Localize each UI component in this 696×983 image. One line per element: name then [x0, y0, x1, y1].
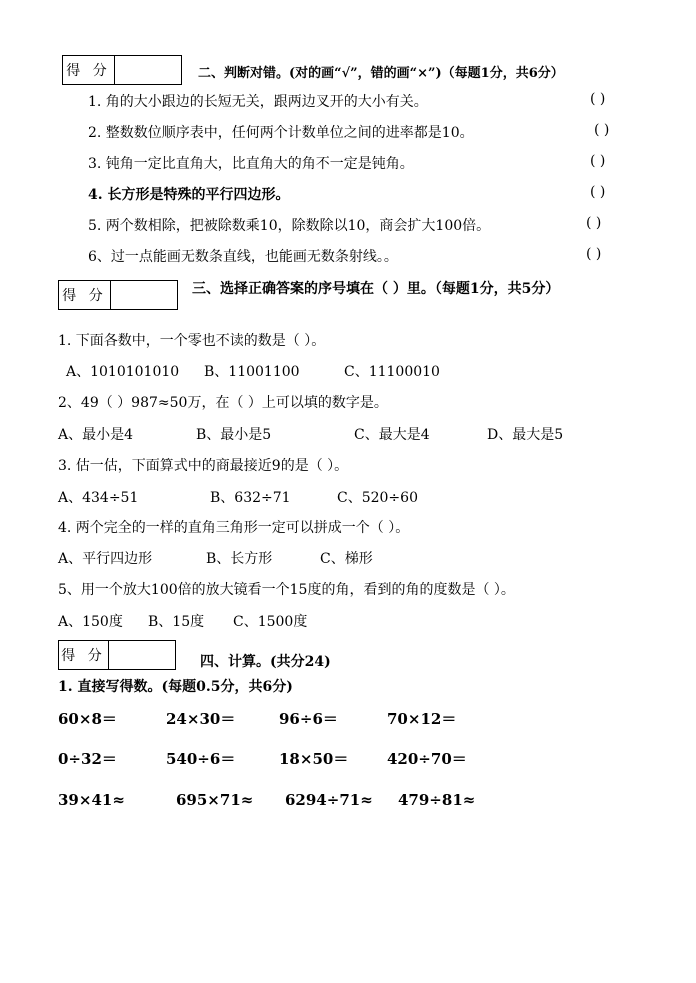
choice-option-1c: C、11100010 [344, 364, 440, 380]
choice-option-4a: A、平行四边形 [58, 551, 153, 567]
choice-option-1b: B、11001100 [204, 364, 300, 380]
choice-option-5c: C、1500度 [233, 614, 308, 630]
calc-1-3: 96÷6＝ [279, 710, 338, 728]
score-box-section2 [62, 55, 182, 85]
score-label: 得 分 [59, 641, 109, 669]
calc-3-1: 39×41≈ [58, 791, 125, 809]
judge-item-6: 6、过一点能画无数条直线，也能画无数条射线。。 [88, 249, 398, 265]
choice-question-2: 2、49（ ）987≈50万，在（ ）上可以填的数字是。 [58, 395, 388, 411]
calc-3-4: 479÷81≈ [398, 791, 476, 809]
judge-item-3: 3. 钝角一定比直角大，比直角大的角不一定是钝角。 [88, 156, 414, 172]
choice-option-4b: B、长方形 [206, 551, 273, 567]
judge-paren-6[interactable]: ( ) [586, 246, 602, 262]
choice-option-2d: D、最大是5 [487, 427, 564, 443]
section3-title: 三、选择正确答案的序号填在（ ）里。（每题1分，共5分） [192, 281, 560, 297]
score-label: 得 分 [63, 56, 115, 84]
calc-1-4: 70×12＝ [387, 710, 457, 728]
judge-paren-3[interactable]: ( ) [590, 153, 606, 169]
choice-question-1: 1. 下面各数中，一个零也不读的数是（ ）。 [58, 333, 326, 349]
calc-2-4: 420÷70＝ [387, 750, 467, 768]
section4-title: 四、计算。(共分24) [200, 654, 331, 670]
calc-2-3: 18×50＝ [279, 750, 349, 768]
section4-sub1: 1. 直接写得数。(每题0.5分，共6分) [58, 679, 293, 695]
judge-paren-2[interactable]: ( ) [594, 122, 610, 138]
score-blank [115, 56, 181, 84]
score-box-section3 [58, 280, 178, 310]
judge-item-5: 5. 两个数相除，把被除数乘10，除数除以10，商会扩大100倍。 [88, 218, 491, 234]
calc-3-3: 6294÷71≈ [285, 791, 373, 809]
score-blank [111, 281, 177, 309]
score-blank [109, 641, 175, 669]
calc-3-2: 695×71≈ [176, 791, 254, 809]
choice-question-5: 5、用一个放大100倍的放大镜看一个15度的角，看到的角的度数是（ ）。 [58, 582, 515, 598]
choice-option-3c: C、520÷60 [337, 490, 418, 506]
choice-option-4c: C、梯形 [320, 551, 373, 567]
choice-option-5a: A、150度 [58, 614, 123, 630]
calc-2-2: 540÷6＝ [166, 750, 236, 768]
choice-option-3b: B、632÷71 [210, 490, 291, 506]
score-label: 得 分 [59, 281, 111, 309]
judge-item-1: 1. 角的大小跟边的长短无关，跟两边叉开的大小有关。 [88, 94, 428, 110]
score-box-section4 [58, 640, 176, 670]
section2-title: 二、判断对错。(对的画“√”，错的画“×”)（每题1分，共6分） [198, 66, 564, 81]
calc-2-1: 0÷32＝ [58, 750, 117, 768]
choice-option-2a: A、最小是4 [58, 427, 134, 443]
judge-item-2: 2. 整数数位顺序表中，任何两个计数单位之间的进率都是10。 [88, 125, 474, 141]
judge-paren-1[interactable]: ( ) [590, 91, 606, 107]
choice-option-2c: C、最大是4 [354, 427, 430, 443]
judge-paren-5[interactable]: ( ) [586, 215, 602, 231]
choice-question-3: 3. 估一估，下面算式中的商最接近9的是（ ）。 [58, 458, 349, 474]
calc-1-2: 24×30＝ [166, 710, 236, 728]
judge-item-4: 4. 长方形是特殊的平行四边形。 [88, 187, 290, 203]
choice-option-5b: B、15度 [148, 614, 205, 630]
choice-option-2b: B、最小是5 [196, 427, 272, 443]
choice-option-3a: A、434÷51 [58, 490, 139, 506]
judge-paren-4[interactable]: ( ) [590, 184, 606, 200]
choice-option-1a: A、1010101010 [66, 364, 180, 380]
choice-question-4: 4. 两个完全的一样的直角三角形一定可以拼成一个（ ）。 [58, 520, 410, 536]
calc-1-1: 60×8＝ [58, 710, 117, 728]
